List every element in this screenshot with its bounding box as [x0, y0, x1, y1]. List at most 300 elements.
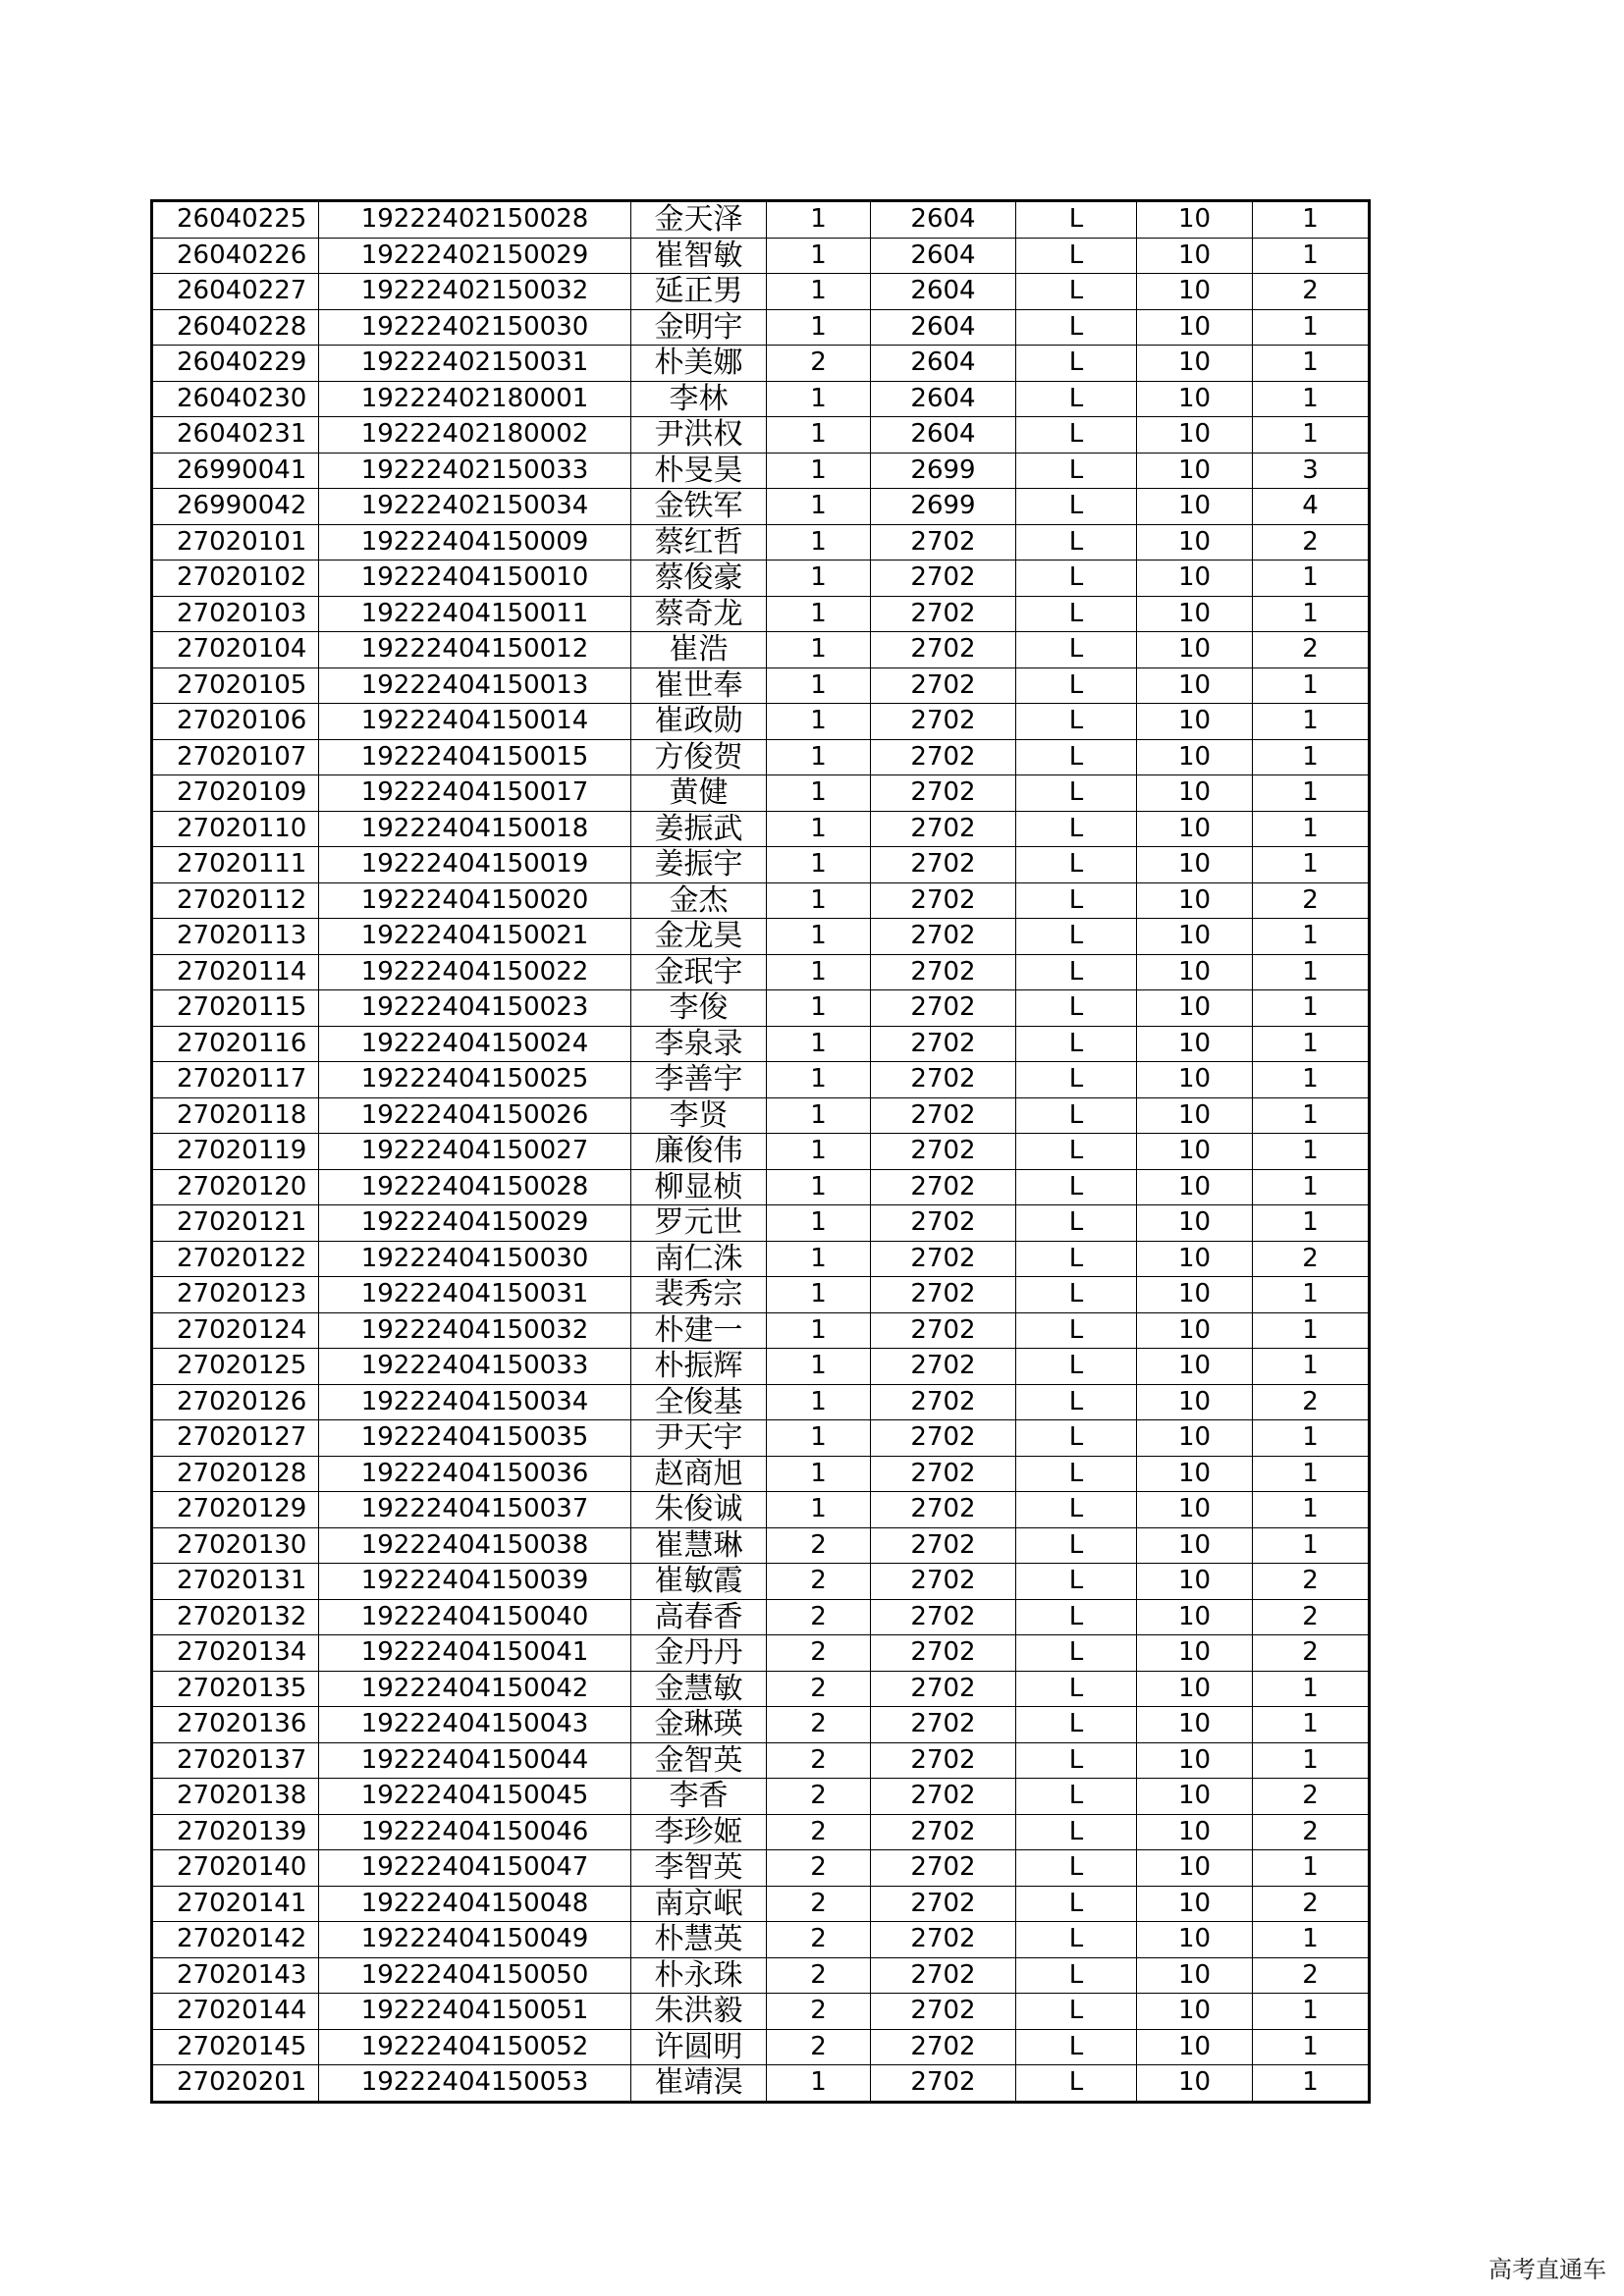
value-cell: 2 [1253, 1886, 1370, 1922]
candidate-number-cell: 19222402180001 [319, 381, 631, 417]
category-cell: L [1016, 847, 1137, 883]
code-cell: 10 [1137, 1850, 1253, 1887]
unit-code-cell: 2702 [871, 1277, 1016, 1313]
category-cell: L [1016, 1994, 1137, 2030]
code-cell: 10 [1137, 1492, 1253, 1528]
table-row [152, 417, 1370, 454]
name-cell: 方俊贺 [631, 739, 767, 775]
category-cell: L [1016, 1062, 1137, 1098]
code-cell: 10 [1137, 346, 1253, 382]
gender-cell: 2 [767, 1599, 871, 1635]
value-cell: 1 [1253, 919, 1370, 955]
gender-cell: 1 [767, 238, 871, 274]
exam-id-cell: 26990042 [152, 489, 319, 525]
category-cell: L [1016, 1886, 1137, 1922]
table-row [152, 1205, 1370, 1242]
name-cell: 尹天宇 [631, 1420, 767, 1457]
exam-id-cell: 27020112 [152, 882, 319, 919]
unit-code-cell: 2702 [871, 954, 1016, 990]
exam-id-cell: 27020128 [152, 1456, 319, 1492]
code-cell: 10 [1137, 1097, 1253, 1134]
candidate-number-cell: 19222404150011 [319, 596, 631, 632]
code-cell: 10 [1137, 990, 1253, 1027]
unit-code-cell: 2702 [871, 811, 1016, 847]
code-cell: 10 [1137, 309, 1253, 346]
candidate-number-cell: 19222402150034 [319, 489, 631, 525]
gender-cell: 2 [767, 1635, 871, 1672]
candidate-number-cell: 19222404150026 [319, 1097, 631, 1134]
category-cell: L [1016, 274, 1137, 310]
name-cell: 李俊 [631, 990, 767, 1027]
code-cell: 10 [1137, 1671, 1253, 1707]
value-cell: 1 [1253, 1097, 1370, 1134]
gender-cell: 2 [767, 1527, 871, 1564]
value-cell: 1 [1253, 2065, 1370, 2103]
exam-id-cell: 27020123 [152, 1277, 319, 1313]
table-row [152, 882, 1370, 919]
category-cell: L [1016, 1420, 1137, 1457]
table-row [152, 954, 1370, 990]
value-cell: 2 [1253, 1384, 1370, 1420]
exam-id-cell: 27020136 [152, 1707, 319, 1743]
gender-cell: 1 [767, 1062, 871, 1098]
candidate-number-cell: 19222404150017 [319, 775, 631, 812]
unit-code-cell: 2702 [871, 1205, 1016, 1242]
candidate-number-cell: 19222404150046 [319, 1814, 631, 1850]
name-cell: 柳显桢 [631, 1169, 767, 1205]
candidate-number-cell: 19222402180002 [319, 417, 631, 454]
gender-cell: 2 [767, 1850, 871, 1887]
gender-cell: 1 [767, 201, 871, 239]
exam-id-cell: 27020135 [152, 1671, 319, 1707]
unit-code-cell: 2702 [871, 704, 1016, 740]
unit-code-cell: 2702 [871, 1026, 1016, 1062]
unit-code-cell: 2702 [871, 1886, 1016, 1922]
category-cell: L [1016, 1134, 1137, 1170]
category-cell: L [1016, 524, 1137, 561]
exam-id-cell: 27020125 [152, 1349, 319, 1385]
gender-cell: 1 [767, 1026, 871, 1062]
name-cell: 裴秀宗 [631, 1277, 767, 1313]
category-cell: L [1016, 1384, 1137, 1420]
code-cell: 10 [1137, 739, 1253, 775]
table-row [152, 1134, 1370, 1170]
category-cell: L [1016, 561, 1137, 597]
unit-code-cell: 2702 [871, 919, 1016, 955]
category-cell: L [1016, 1814, 1137, 1850]
category-cell: L [1016, 1241, 1137, 1277]
exam-id-cell: 27020104 [152, 632, 319, 668]
exam-id-cell: 27020106 [152, 704, 319, 740]
gender-cell: 1 [767, 561, 871, 597]
unit-code-cell: 2604 [871, 238, 1016, 274]
exam-id-cell: 26040231 [152, 417, 319, 454]
value-cell: 1 [1253, 667, 1370, 704]
exam-id-cell: 27020124 [152, 1312, 319, 1349]
code-cell: 10 [1137, 954, 1253, 990]
value-cell: 1 [1253, 1671, 1370, 1707]
exam-id-cell: 27020130 [152, 1527, 319, 1564]
exam-id-cell: 27020120 [152, 1169, 319, 1205]
table-row [152, 596, 1370, 632]
table-row [152, 1742, 1370, 1779]
gender-cell: 1 [767, 954, 871, 990]
code-cell: 10 [1137, 238, 1253, 274]
table-row [152, 2065, 1370, 2103]
value-cell: 2 [1253, 1564, 1370, 1600]
name-cell: 许圆明 [631, 2029, 767, 2065]
value-cell: 2 [1253, 1241, 1370, 1277]
category-cell: L [1016, 1456, 1137, 1492]
unit-code-cell: 2702 [871, 1599, 1016, 1635]
gender-cell: 1 [767, 990, 871, 1027]
candidate-number-cell: 19222404150024 [319, 1026, 631, 1062]
category-cell: L [1016, 1850, 1137, 1887]
candidate-number-cell: 19222404150015 [319, 739, 631, 775]
unit-code-cell: 2604 [871, 346, 1016, 382]
name-cell: 李珍姬 [631, 1814, 767, 1850]
value-cell: 1 [1253, 775, 1370, 812]
table-row [152, 1814, 1370, 1850]
table-row [152, 561, 1370, 597]
name-cell: 蔡俊豪 [631, 561, 767, 597]
candidate-number-cell: 19222404150018 [319, 811, 631, 847]
name-cell: 金丹丹 [631, 1635, 767, 1672]
name-cell: 崔政勋 [631, 704, 767, 740]
table-row [152, 919, 1370, 955]
watermark: 高考直通车 [1489, 2256, 1606, 2283]
exam-id-cell: 27020126 [152, 1384, 319, 1420]
candidate-number-cell: 19222404150020 [319, 882, 631, 919]
category-cell: L [1016, 453, 1137, 489]
code-cell: 10 [1137, 1456, 1253, 1492]
value-cell: 1 [1253, 739, 1370, 775]
unit-code-cell: 2604 [871, 274, 1016, 310]
name-cell: 朴旻昊 [631, 453, 767, 489]
code-cell: 10 [1137, 1599, 1253, 1635]
exam-id-cell: 26040228 [152, 309, 319, 346]
code-cell: 10 [1137, 1707, 1253, 1743]
unit-code-cell: 2702 [871, 739, 1016, 775]
value-cell: 2 [1253, 882, 1370, 919]
candidate-number-cell: 19222404150048 [319, 1886, 631, 1922]
exam-id-cell: 26040229 [152, 346, 319, 382]
table-row [152, 1564, 1370, 1600]
value-cell: 1 [1253, 1062, 1370, 1098]
unit-code-cell: 2702 [871, 1994, 1016, 2030]
unit-code-cell: 2702 [871, 1564, 1016, 1600]
category-cell: L [1016, 704, 1137, 740]
candidate-number-cell: 19222404150031 [319, 1277, 631, 1313]
value-cell: 1 [1253, 1205, 1370, 1242]
name-cell: 黄健 [631, 775, 767, 812]
value-cell: 2 [1253, 1957, 1370, 1994]
category-cell: L [1016, 990, 1137, 1027]
exam-id-cell: 26040230 [152, 381, 319, 417]
table-row [152, 1671, 1370, 1707]
code-cell: 10 [1137, 1169, 1253, 1205]
name-cell: 李贤 [631, 1097, 767, 1134]
value-cell: 1 [1253, 990, 1370, 1027]
unit-code-cell: 2702 [871, 524, 1016, 561]
table-row [152, 381, 1370, 417]
code-cell: 10 [1137, 1349, 1253, 1385]
table-row [152, 1922, 1370, 1958]
candidate-number-cell: 19222404150051 [319, 1994, 631, 2030]
exam-id-cell: 27020107 [152, 739, 319, 775]
candidate-number-cell: 19222404150014 [319, 704, 631, 740]
value-cell: 2 [1253, 1814, 1370, 1850]
exam-id-cell: 27020132 [152, 1599, 319, 1635]
table-row [152, 990, 1370, 1027]
exam-id-cell: 27020142 [152, 1922, 319, 1958]
exam-id-cell: 27020144 [152, 1994, 319, 2030]
exam-id-cell: 27020103 [152, 596, 319, 632]
table-row [152, 847, 1370, 883]
name-cell: 崔靖淏 [631, 2065, 767, 2103]
candidate-number-cell: 19222404150045 [319, 1779, 631, 1815]
category-cell: L [1016, 811, 1137, 847]
table-row [152, 1957, 1370, 1994]
exam-id-cell: 27020201 [152, 2065, 319, 2103]
code-cell: 10 [1137, 704, 1253, 740]
category-cell: L [1016, 2065, 1137, 2103]
data-table [150, 199, 1371, 2104]
category-cell: L [1016, 238, 1137, 274]
gender-cell: 1 [767, 1277, 871, 1313]
exam-id-cell: 27020137 [152, 1742, 319, 1779]
table-row [152, 1994, 1370, 2030]
value-cell: 1 [1253, 1922, 1370, 1958]
category-cell: L [1016, 309, 1137, 346]
gender-cell: 1 [767, 309, 871, 346]
category-cell: L [1016, 1742, 1137, 1779]
code-cell: 10 [1137, 1994, 1253, 2030]
gender-cell: 1 [767, 919, 871, 955]
exam-id-cell: 27020109 [152, 775, 319, 812]
value-cell: 1 [1253, 847, 1370, 883]
candidate-number-cell: 19222404150035 [319, 1420, 631, 1457]
exam-id-cell: 27020105 [152, 667, 319, 704]
value-cell: 1 [1253, 1169, 1370, 1205]
name-cell: 全俊基 [631, 1384, 767, 1420]
category-cell: L [1016, 1922, 1137, 1958]
name-cell: 朴慧英 [631, 1922, 767, 1958]
name-cell: 朴永珠 [631, 1957, 767, 1994]
table-row [152, 1527, 1370, 1564]
candidate-number-cell: 19222404150022 [319, 954, 631, 990]
candidate-number-cell: 19222404150033 [319, 1349, 631, 1385]
category-cell: L [1016, 1527, 1137, 1564]
unit-code-cell: 2702 [871, 1312, 1016, 1349]
exam-id-cell: 27020138 [152, 1779, 319, 1815]
candidate-number-cell: 19222404150039 [319, 1564, 631, 1600]
name-cell: 延正男 [631, 274, 767, 310]
name-cell: 金明宇 [631, 309, 767, 346]
category-cell: L [1016, 1312, 1137, 1349]
unit-code-cell: 2702 [871, 882, 1016, 919]
gender-cell: 1 [767, 847, 871, 883]
table-row [152, 1850, 1370, 1887]
exam-id-cell: 26040225 [152, 201, 319, 239]
code-cell: 10 [1137, 1134, 1253, 1170]
candidate-number-cell: 19222404150012 [319, 632, 631, 668]
unit-code-cell: 2702 [871, 1062, 1016, 1098]
code-cell: 10 [1137, 2029, 1253, 2065]
code-cell: 10 [1137, 1564, 1253, 1600]
table-row [152, 1492, 1370, 1528]
name-cell: 金慧敏 [631, 1671, 767, 1707]
table-row [152, 346, 1370, 382]
gender-cell: 1 [767, 739, 871, 775]
name-cell: 蔡奇龙 [631, 596, 767, 632]
candidate-number-cell: 19222402150028 [319, 201, 631, 239]
unit-code-cell: 2702 [871, 775, 1016, 812]
name-cell: 南京岷 [631, 1886, 767, 1922]
name-cell: 李泉录 [631, 1026, 767, 1062]
gender-cell: 2 [767, 1742, 871, 1779]
category-cell: L [1016, 346, 1137, 382]
unit-code-cell: 2702 [871, 1707, 1016, 1743]
gender-cell: 1 [767, 1205, 871, 1242]
code-cell: 10 [1137, 1779, 1253, 1815]
candidate-number-cell: 19222404150043 [319, 1707, 631, 1743]
candidate-number-cell: 19222404150038 [319, 1527, 631, 1564]
category-cell: L [1016, 1707, 1137, 1743]
name-cell: 崔智敏 [631, 238, 767, 274]
table-row [152, 1707, 1370, 1743]
exam-id-cell: 27020122 [152, 1241, 319, 1277]
code-cell: 10 [1137, 882, 1253, 919]
value-cell: 1 [1253, 954, 1370, 990]
value-cell: 1 [1253, 1456, 1370, 1492]
name-cell: 金天泽 [631, 201, 767, 239]
gender-cell: 1 [767, 632, 871, 668]
name-cell: 朴美娜 [631, 346, 767, 382]
candidate-number-cell: 19222404150029 [319, 1205, 631, 1242]
table-row [152, 1635, 1370, 1672]
unit-code-cell: 2702 [871, 1420, 1016, 1457]
unit-code-cell: 2702 [871, 1241, 1016, 1277]
category-cell: L [1016, 201, 1137, 239]
name-cell: 南仁洙 [631, 1241, 767, 1277]
table-row [152, 524, 1370, 561]
unit-code-cell: 2702 [871, 990, 1016, 1027]
value-cell: 1 [1253, 238, 1370, 274]
code-cell: 10 [1137, 1277, 1253, 1313]
code-cell: 10 [1137, 1384, 1253, 1420]
candidate-number-cell: 19222404150052 [319, 2029, 631, 2065]
value-cell: 1 [1253, 1492, 1370, 1528]
gender-cell: 1 [767, 1169, 871, 1205]
value-cell: 1 [1253, 1742, 1370, 1779]
unit-code-cell: 2702 [871, 847, 1016, 883]
code-cell: 10 [1137, 381, 1253, 417]
code-cell: 10 [1137, 1062, 1253, 1098]
candidate-number-cell: 19222404150049 [319, 1922, 631, 1958]
code-cell: 10 [1137, 561, 1253, 597]
table-row [152, 1779, 1370, 1815]
exam-id-cell: 27020127 [152, 1420, 319, 1457]
gender-cell: 1 [767, 524, 871, 561]
gender-cell: 2 [767, 1922, 871, 1958]
table-row [152, 1026, 1370, 1062]
candidate-number-cell: 19222402150029 [319, 238, 631, 274]
candidate-number-cell: 19222404150023 [319, 990, 631, 1027]
gender-cell: 2 [767, 1671, 871, 1707]
gender-cell: 1 [767, 489, 871, 525]
unit-code-cell: 2604 [871, 381, 1016, 417]
exam-id-cell: 27020111 [152, 847, 319, 883]
table-row [152, 1097, 1370, 1134]
candidate-number-cell: 19222404150021 [319, 919, 631, 955]
exam-id-cell: 27020101 [152, 524, 319, 561]
table-body [152, 201, 1370, 2103]
candidate-number-cell: 19222404150036 [319, 1456, 631, 1492]
code-cell: 10 [1137, 1527, 1253, 1564]
exam-id-cell: 27020141 [152, 1886, 319, 1922]
code-cell: 10 [1137, 596, 1253, 632]
unit-code-cell: 2702 [871, 1527, 1016, 1564]
value-cell: 1 [1253, 1994, 1370, 2030]
code-cell: 10 [1137, 1814, 1253, 1850]
name-cell: 李智英 [631, 1850, 767, 1887]
unit-code-cell: 2702 [871, 1635, 1016, 1672]
value-cell: 2 [1253, 274, 1370, 310]
exam-id-cell: 27020140 [152, 1850, 319, 1887]
name-cell: 崔浩 [631, 632, 767, 668]
table-row [152, 632, 1370, 668]
code-cell: 10 [1137, 201, 1253, 239]
name-cell: 金铁军 [631, 489, 767, 525]
exam-id-cell: 27020110 [152, 811, 319, 847]
exam-id-cell: 27020102 [152, 561, 319, 597]
exam-id-cell: 27020114 [152, 954, 319, 990]
unit-code-cell: 2702 [871, 1742, 1016, 1779]
candidate-number-cell: 19222402150033 [319, 453, 631, 489]
code-cell: 10 [1137, 1742, 1253, 1779]
unit-code-cell: 2702 [871, 1134, 1016, 1170]
category-cell: L [1016, 1205, 1137, 1242]
name-cell: 朴振辉 [631, 1349, 767, 1385]
unit-code-cell: 2702 [871, 561, 1016, 597]
value-cell: 2 [1253, 1599, 1370, 1635]
category-cell: L [1016, 632, 1137, 668]
name-cell: 朱俊诚 [631, 1492, 767, 1528]
gender-cell: 2 [767, 2029, 871, 2065]
value-cell: 2 [1253, 1779, 1370, 1815]
name-cell: 朱洪毅 [631, 1994, 767, 2030]
value-cell: 1 [1253, 381, 1370, 417]
category-cell: L [1016, 1779, 1137, 1815]
value-cell: 1 [1253, 201, 1370, 239]
value-cell: 2 [1253, 524, 1370, 561]
category-cell: L [1016, 882, 1137, 919]
value-cell: 1 [1253, 704, 1370, 740]
candidate-number-cell: 19222404150030 [319, 1241, 631, 1277]
category-cell: L [1016, 1277, 1137, 1313]
gender-cell: 2 [767, 346, 871, 382]
gender-cell: 1 [767, 1241, 871, 1277]
gender-cell: 2 [767, 1886, 871, 1922]
table-row [152, 1169, 1370, 1205]
table-row [152, 775, 1370, 812]
category-cell: L [1016, 739, 1137, 775]
name-cell: 蔡红哲 [631, 524, 767, 561]
gender-cell: 2 [767, 1814, 871, 1850]
gender-cell: 1 [767, 667, 871, 704]
gender-cell: 1 [767, 1097, 871, 1134]
